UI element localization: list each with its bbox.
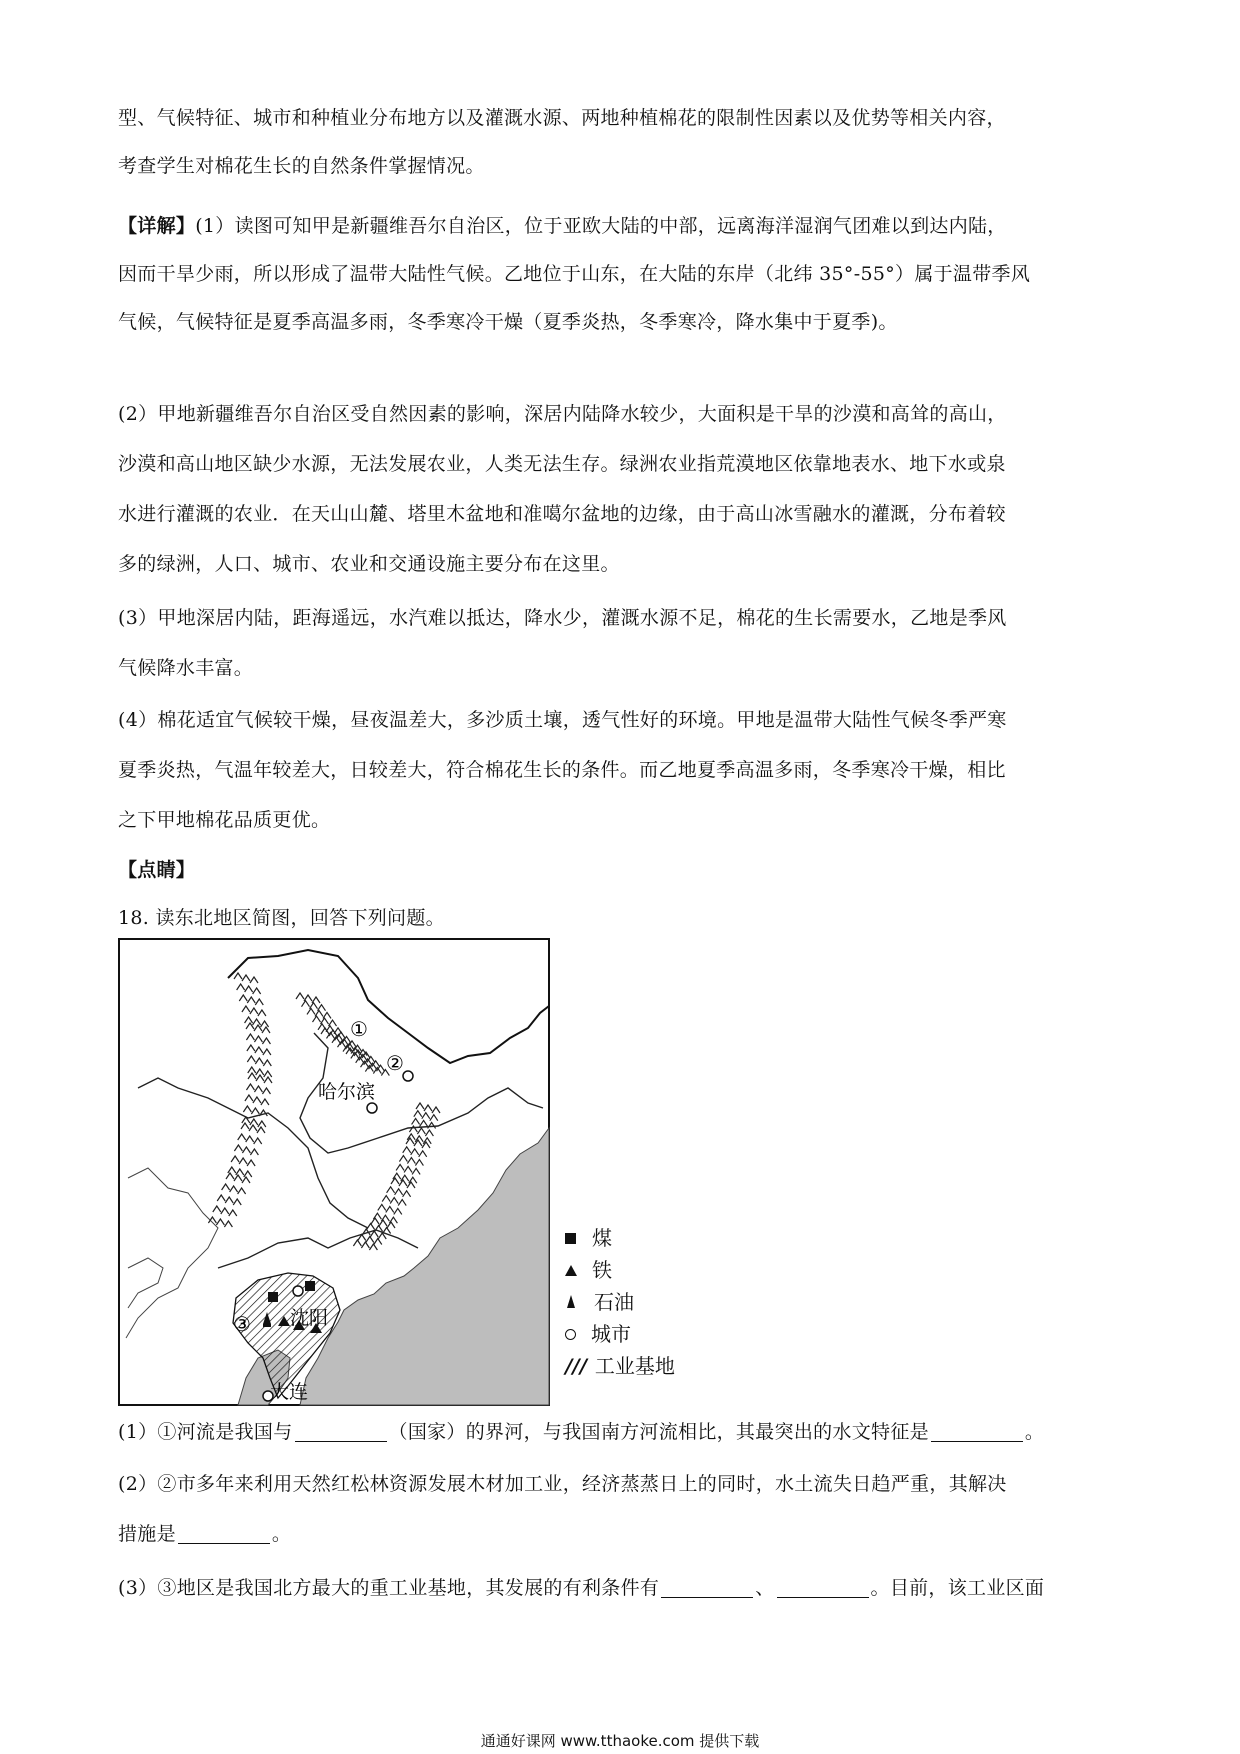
detail-q3-line-1: (3）甲地深居内陆，距海遥远，水汽难以抵达，降水少，灌溉水源不足，棉花的生长需要水，乙地是季风 xyxy=(118,607,1007,629)
detail-q3-line-2: 气候降水丰富。 xyxy=(118,657,254,679)
area-3-label: ③ xyxy=(233,1312,251,1336)
legend-iron-text: 铁 xyxy=(592,1258,612,1282)
q18-1-part-a: (1）①河流是我国与 xyxy=(118,1421,293,1443)
iron-legend-icon xyxy=(565,1265,577,1276)
answer-blank xyxy=(178,1521,270,1544)
shenyang-marker xyxy=(293,1286,303,1296)
coal-symbol xyxy=(268,1292,278,1302)
hatch-legend-icon: /// xyxy=(565,1354,587,1378)
detail-q1-line-2: 因而干旱少雨，所以形成了温带大陆性气候。乙地位于山东，在大陆的东岸（北纬 35°-55°）属于温带季风 xyxy=(118,263,1031,285)
legend-city-text: 城市 xyxy=(591,1322,631,1346)
legend-coal xyxy=(565,1222,612,1254)
question-18-title: 18. 读东北地区简图，回答下列问题。 xyxy=(118,907,445,929)
answer-blank xyxy=(931,1419,1023,1442)
answer-blank xyxy=(661,1575,753,1598)
city-2-label: ② xyxy=(386,1051,404,1075)
shenyang-label: 沈阳 xyxy=(290,1307,329,1329)
legend-coal-text: 煤 xyxy=(592,1226,612,1250)
detail-q2-line-4: 多的绿洲，人口、城市、农业和交通设施主要分布在这里。 xyxy=(118,553,620,575)
city-2-marker xyxy=(403,1071,413,1081)
q18-3-part-a: (3）③地区是我国北方最大的重工业基地，其发展的有利条件有 xyxy=(118,1577,660,1599)
harbin-marker xyxy=(367,1103,377,1113)
dalian-label: 大连 xyxy=(270,1381,309,1403)
legend-oil xyxy=(565,1286,634,1318)
q18-2-line-2 xyxy=(118,1510,1128,1558)
detail-q4-line-1: (4）棉花适宜气候较干燥，昼夜温差大，多沙质土壤，透气性好的环境。甲地是温带大陆性气候冬季严寒 xyxy=(118,709,1007,731)
legend-industrial-text: 工业基地 xyxy=(594,1354,675,1378)
city-legend-icon xyxy=(565,1329,576,1340)
q18-2-part-c: 。 xyxy=(271,1523,292,1545)
legend-industrial-base xyxy=(565,1350,675,1382)
q18-2-part-b: 措施是 xyxy=(118,1523,176,1545)
northeast-china-map xyxy=(118,938,550,1406)
legend-iron xyxy=(565,1254,612,1286)
q18-3-part-b: 、 xyxy=(755,1577,775,1599)
detail-q1-line-3: 气候，气候特征是夏季高温多雨，冬季寒冷干燥（夏季炎热，冬季寒冷，降水集中于夏季)。 xyxy=(118,311,898,333)
q18-1-part-c: 。 xyxy=(1024,1421,1045,1443)
detail-q4-line-3: 之下甲地棉花品质更优。 xyxy=(118,809,331,831)
detail-q1-text: (1）读图可知甲是新疆维吾尔自治区，位于亚欧大陆的中部，远离海洋湿润气团难以到达内陆， xyxy=(195,215,1007,237)
detail-label: 【详解】 xyxy=(118,215,196,237)
detail-q2-line-1: (2）甲地新疆维吾尔自治区受自然因素的影响，深居内陆降水较少，大面积是干旱的沙漠和高耸的高山， xyxy=(118,403,1007,425)
coal-legend-icon xyxy=(565,1233,576,1244)
page-footer: 通通好课网 www.tthaoke.com 提供下载 xyxy=(480,1732,760,1750)
detail-q4-line-2: 夏季炎热，气温年较差大，日较差大，符合棉花生长的条件。而乙地夏季高温多雨，冬季寒冷干燥，相比 xyxy=(118,759,1006,781)
intro-line-1: 型、气候特征、城市和种植业分布地方以及灌溉水源、两地种植棉花的限制性因素以及优势等相关内容， xyxy=(118,107,1006,129)
coal-symbol xyxy=(305,1281,315,1291)
harbin-label: 哈尔滨 xyxy=(318,1081,376,1103)
answer-blank xyxy=(295,1419,387,1442)
legend-oil-text: 石油 xyxy=(594,1290,634,1314)
q18-1-part-b: （国家）的界河，与我国南方河流相比，其最突出的水文特征是 xyxy=(388,1421,929,1443)
river-1-label: ① xyxy=(350,1017,368,1041)
answer-blank xyxy=(777,1575,869,1598)
q18-3 xyxy=(118,1564,1128,1612)
q18-3-part-c: 。目前，该工业区面 xyxy=(870,1577,1045,1599)
legend-city xyxy=(565,1318,631,1350)
detail-q1-line-1 xyxy=(118,202,1128,250)
q18-1 xyxy=(118,1408,1128,1456)
detail-q2-line-2: 沙漠和高山地区缺少水源，无法发展农业，人类无法生存。绿洲农业指荒漠地区依靠地表水、地下水或泉 xyxy=(118,453,1006,475)
oil-legend-icon xyxy=(567,1295,575,1308)
detail-q2-line-3: 水进行灌溉的农业．在天山山麓、塔里木盆地和准噶尔盆地的边缘，由于高山冰雪融水的灌溉，分布着较 xyxy=(118,503,1006,525)
q18-2-line-1: (2）②市多年来利用天然红松林资源发展木材加工业，经济蒸蒸日上的同时，水土流失日趋严重，其解决 xyxy=(118,1473,1007,1495)
point-label: 【点睛】 xyxy=(118,859,196,881)
intro-line-2: 考查学生对棉花生长的自然条件掌握情况。 xyxy=(118,155,485,177)
